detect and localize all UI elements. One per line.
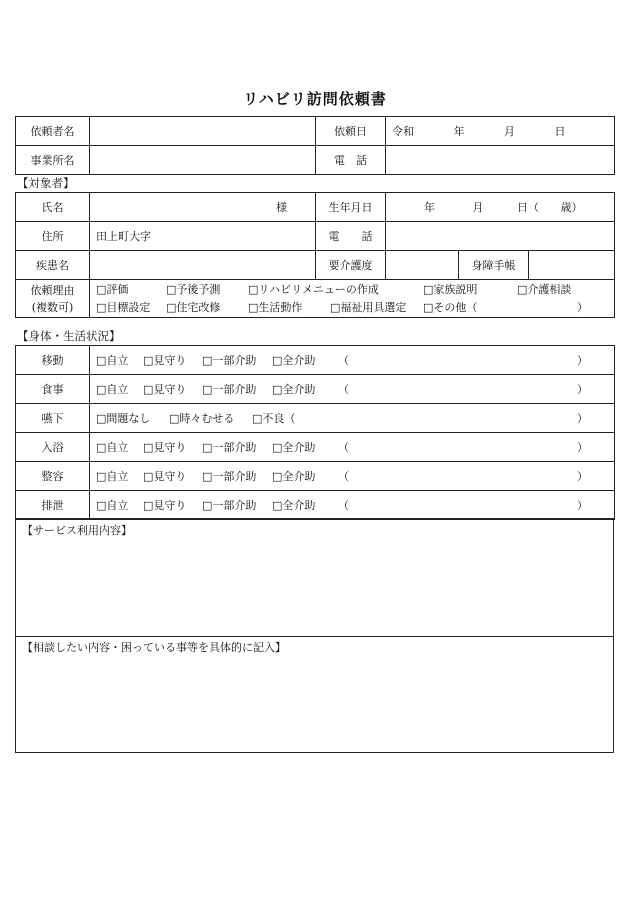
care-level-field[interactable] [386,251,459,280]
requester-name-label: 依頼者名 [16,117,90,146]
reason-checkbox[interactable]: □評価 [96,282,129,296]
office-label: 事業所名 [16,146,90,175]
reason-checkbox[interactable]: □介護相談 [517,282,572,296]
date-day: 日 [554,125,566,138]
reason-checkbox[interactable]: □家族説明 [423,282,478,296]
status-row-options [90,375,615,404]
status-row [16,462,615,491]
reason-checkbox[interactable]: □福祉用具選定 [330,300,407,314]
birth-label: 生年月日 [316,193,386,222]
reason-checkbox[interactable]: □生活動作 [248,300,303,314]
office-field[interactable] [90,146,316,175]
date-month: 月 [504,125,515,138]
status-row-label: 整容 [16,462,90,491]
age: 歳） [560,201,583,214]
status-close-paren: ） [577,499,588,512]
requester-phone-field[interactable] [386,146,615,175]
service-box[interactable] [15,518,614,637]
requester-phone-label: 電 話 [316,146,386,175]
status-table [15,345,615,520]
status-row [16,346,615,375]
form-title: リハビリ訪問依頼書 [243,90,387,108]
subject-name-field[interactable] [90,193,316,222]
request-date-field[interactable] [386,117,615,146]
status-row [16,491,615,520]
status-checkbox[interactable]: □問題なし [96,412,151,425]
status-row-options [90,491,615,520]
requester-name-field[interactable] [90,117,316,146]
address-label: 住所 [16,222,90,251]
status-checkbox[interactable]: □自立 [96,441,129,454]
consult-box[interactable] [15,635,614,753]
subject-table [15,192,615,318]
status-checkbox[interactable]: □見守り [143,354,187,367]
status-checkbox[interactable]: □全介助 [272,499,316,512]
status-checkbox[interactable]: □一部介助 [202,354,257,367]
subject-phone-field[interactable] [386,222,615,251]
status-row-label: 排泄 [16,491,90,520]
status-row-label: 移動 [16,346,90,375]
status-checkbox[interactable]: （ [338,470,349,483]
status-close-paren: ） [577,412,588,425]
status-checkbox[interactable]: □自立 [96,470,129,483]
status-checkbox[interactable]: □自立 [96,354,129,367]
status-close-paren: ） [577,470,588,483]
status-checkbox[interactable]: □全介助 [272,354,316,367]
status-close-paren: ） [577,354,588,367]
disability-label: 身障手帳 [459,251,529,280]
status-checkbox[interactable]: □見守り [143,383,187,396]
status-row [16,404,615,433]
status-checkbox[interactable]: □見守り [143,441,187,454]
birth-year: 年 [424,201,435,214]
reason-close-paren: ） [577,300,589,314]
status-checkbox[interactable]: □全介助 [272,441,316,454]
status-row-label: 食事 [16,375,90,404]
reason-checkbox[interactable]: □その他（ [423,300,478,314]
reason-options [90,280,615,318]
status-checkbox[interactable]: （ [338,354,349,367]
date-era: 令和 [392,125,414,138]
status-row-label: 嚥下 [16,404,90,433]
consult-label: 【相談したい内容・困っている事等を具体的に記入】 [22,641,286,654]
birth-field[interactable] [386,193,615,222]
status-checkbox[interactable]: （ [338,441,349,454]
request-date-label: 依頼日 [316,117,386,146]
birth-month: 月 [472,201,484,214]
status-checkbox[interactable]: □不良（ [252,412,296,425]
reason-label [16,280,90,318]
disease-field[interactable] [90,251,316,280]
status-checkbox[interactable]: □全介助 [272,470,316,483]
address-field[interactable]: 田上町大字 [90,222,316,251]
status-checkbox[interactable]: □一部介助 [202,470,257,483]
service-label: 【サービス利用内容】 [22,524,132,537]
honorific: 様 [276,201,287,214]
status-checkbox[interactable]: （ [338,383,349,396]
status-row-options [90,404,615,433]
status-checkbox[interactable]: （ [338,499,349,512]
status-checkbox[interactable]: □一部介助 [202,441,257,454]
reason-checkbox[interactable]: □住宅改修 [166,300,221,314]
status-checkbox[interactable]: □自立 [96,499,129,512]
status-section-label: 【身体・生活状況】 [17,329,121,343]
status-checkbox[interactable]: □見守り [143,470,187,483]
status-row [16,375,615,404]
status-checkbox[interactable]: □見守り [143,499,187,512]
status-row-options [90,433,615,462]
birth-day: 日（ [517,201,539,214]
reason-label-2: (複数可) [31,300,74,314]
status-checkbox[interactable]: □時々むせる [169,412,235,425]
status-close-paren: ） [577,383,588,396]
status-checkbox[interactable]: □一部介助 [202,383,257,396]
reason-checkbox[interactable]: □目標設定 [96,300,151,314]
disease-label: 疾患名 [16,251,90,280]
status-row-label: 入浴 [16,433,90,462]
status-row-options [90,346,615,375]
subject-section-label: 【対象者】 [17,176,75,190]
reason-checkbox[interactable]: □リハビリメニューの作成 [248,282,379,296]
requester-table [15,116,615,175]
status-checkbox[interactable]: □自立 [96,383,129,396]
status-checkbox[interactable]: □全介助 [272,383,316,396]
care-level-label: 要介護度 [316,251,386,280]
reason-label-1: 依頼理由 [30,283,75,297]
status-close-paren: ） [577,441,588,454]
subject-name-label: 氏名 [16,193,90,222]
status-row [16,433,615,462]
status-row-options [90,462,615,491]
reason-checkbox[interactable]: □予後予測 [166,282,221,296]
disability-field[interactable] [529,251,615,280]
status-checkbox[interactable]: □一部介助 [202,499,257,512]
date-year: 年 [453,125,465,138]
subject-phone-label: 電 話 [316,222,386,251]
